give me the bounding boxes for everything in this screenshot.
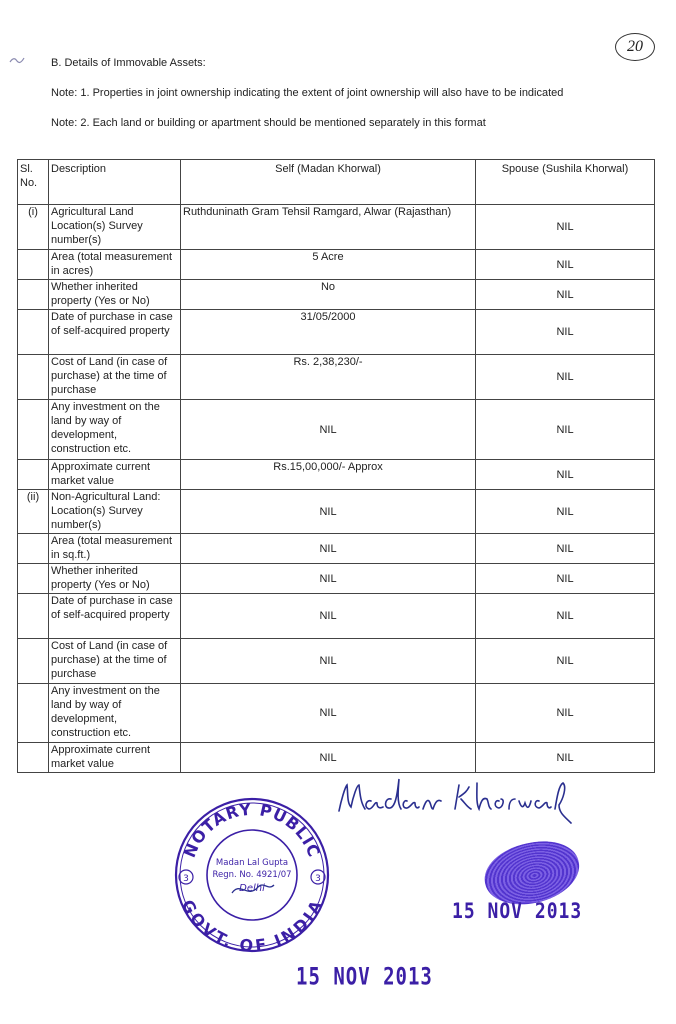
self-cell: 5 Acre	[181, 250, 476, 280]
self-cell: Rs.15,00,000/- Approx	[181, 460, 476, 490]
description-cell: Approximate current market value	[49, 743, 181, 773]
sl-cell	[18, 310, 49, 355]
note-1: Note: 1. Properties in joint ownership indicating the extent of joint ownership will also have to be indicated	[51, 87, 564, 99]
sl-cell	[18, 743, 49, 773]
self-cell: NIL	[181, 639, 476, 684]
spouse-cell: NIL	[476, 400, 655, 460]
table-row	[18, 743, 655, 773]
table-row	[18, 639, 655, 684]
spouse-cell: NIL	[476, 564, 655, 594]
table-row	[18, 250, 655, 280]
description-cell: Area (total measurement in acres)	[49, 250, 181, 280]
sl-cell	[18, 594, 49, 639]
self-cell: NIL	[181, 564, 476, 594]
column-header-spouse: Spouse (Sushila Khorwal)	[476, 160, 655, 205]
svg-text:3: 3	[315, 874, 321, 884]
spouse-cell: NIL	[476, 534, 655, 564]
description-cell: Non-Agricultural Land: Location(s) Survey number(s)	[49, 490, 181, 534]
self-cell: Ruthduninath Gram Tehsil Ramgard, Alwar (Rajasthan)	[181, 205, 476, 250]
sl-cell	[18, 460, 49, 490]
sl-cell	[18, 684, 49, 743]
sl-cell	[18, 534, 49, 564]
spouse-cell: NIL	[476, 684, 655, 743]
spouse-cell: NIL	[476, 639, 655, 684]
immovable-assets-table	[17, 159, 655, 773]
description-cell: Area (total measurement in sq.ft.)	[49, 534, 181, 564]
table-row	[18, 205, 655, 250]
sl-cell: (ii)	[18, 490, 49, 534]
signature-image	[333, 773, 583, 828]
table-row	[18, 564, 655, 594]
note-2: Note: 2. Each land or building or apartment should be mentioned separately in this format	[51, 117, 486, 129]
table-row	[18, 460, 655, 490]
sl-cell	[18, 280, 49, 310]
svg-text:GOVT. OF INDIA	[178, 897, 327, 955]
notary-seal-stamp	[170, 795, 334, 955]
description-cell: Any investment on the land by way of development, construction etc.	[49, 400, 181, 460]
table-row	[18, 280, 655, 310]
seal-registration: Regn. No. 4921/07	[212, 870, 292, 880]
seal-place: Delhi	[239, 883, 265, 894]
table-header-row	[18, 160, 655, 205]
spouse-cell: NIL	[476, 280, 655, 310]
table-row	[18, 355, 655, 400]
date-stamp-bottom: 15 NOV 2013	[296, 963, 433, 991]
self-cell: Rs. 2,38,230/-	[181, 355, 476, 400]
table-row	[18, 490, 655, 534]
description-cell: Any investment on the land by way of development, construction etc.	[49, 684, 181, 743]
self-cell: 31/05/2000	[181, 310, 476, 355]
description-cell: Whether inherited property (Yes or No)	[49, 564, 181, 594]
spouse-cell: NIL	[476, 205, 655, 250]
seal-bottom-text: GOVT. OF INDIA	[177, 896, 327, 955]
spouse-cell: NIL	[476, 594, 655, 639]
self-cell: NIL	[181, 594, 476, 639]
corner-mark-icon	[8, 54, 26, 66]
seal-notary-name: Madan Lal Gupta	[215, 858, 289, 868]
column-header-sl-no: Sl. No.	[18, 160, 49, 205]
svg-text:3: 3	[183, 874, 189, 884]
spouse-cell: NIL	[476, 743, 655, 773]
spouse-cell: NIL	[476, 460, 655, 490]
sl-cell: (i)	[18, 205, 49, 250]
page-number: 20	[615, 33, 655, 61]
sl-cell	[18, 355, 49, 400]
sl-cell	[18, 250, 49, 280]
table-row	[18, 594, 655, 639]
table-row	[18, 400, 655, 460]
table-row	[18, 684, 655, 743]
seal-top-text: NOTARY PUBLIC	[179, 799, 325, 861]
description-cell: Whether inherited property (Yes or No)	[49, 280, 181, 310]
self-cell: NIL	[181, 743, 476, 773]
spouse-cell: NIL	[476, 490, 655, 534]
sl-cell	[18, 639, 49, 684]
description-cell: Agricultural Land Location(s) Survey number(s)	[49, 205, 181, 250]
section-title: B. Details of Immovable Assets:	[51, 57, 206, 69]
self-cell: NIL	[181, 400, 476, 460]
description-cell: Cost of Land (in case of purchase) at the time of purchase	[49, 355, 181, 400]
self-cell: NIL	[181, 684, 476, 743]
self-cell: No	[181, 280, 476, 310]
description-cell: Cost of Land (in case of purchase) at the time of purchase	[49, 639, 181, 684]
column-header-self: Self (Madan Khorwal)	[181, 160, 476, 205]
table-row	[18, 310, 655, 355]
spouse-cell: NIL	[476, 250, 655, 280]
description-cell: Date of purchase in case of self-acquired property	[49, 310, 181, 355]
description-cell: Approximate current market value	[49, 460, 181, 490]
table-row	[18, 534, 655, 564]
column-header-description: Description	[49, 160, 181, 205]
self-cell: NIL	[181, 490, 476, 534]
description-cell: Date of purchase in case of self-acquired property	[49, 594, 181, 639]
date-stamp-top: 15 NOV 2013	[452, 898, 583, 925]
spouse-cell: NIL	[476, 355, 655, 400]
sl-cell	[18, 564, 49, 594]
self-cell: NIL	[181, 534, 476, 564]
sl-cell	[18, 400, 49, 460]
spouse-cell: NIL	[476, 310, 655, 355]
